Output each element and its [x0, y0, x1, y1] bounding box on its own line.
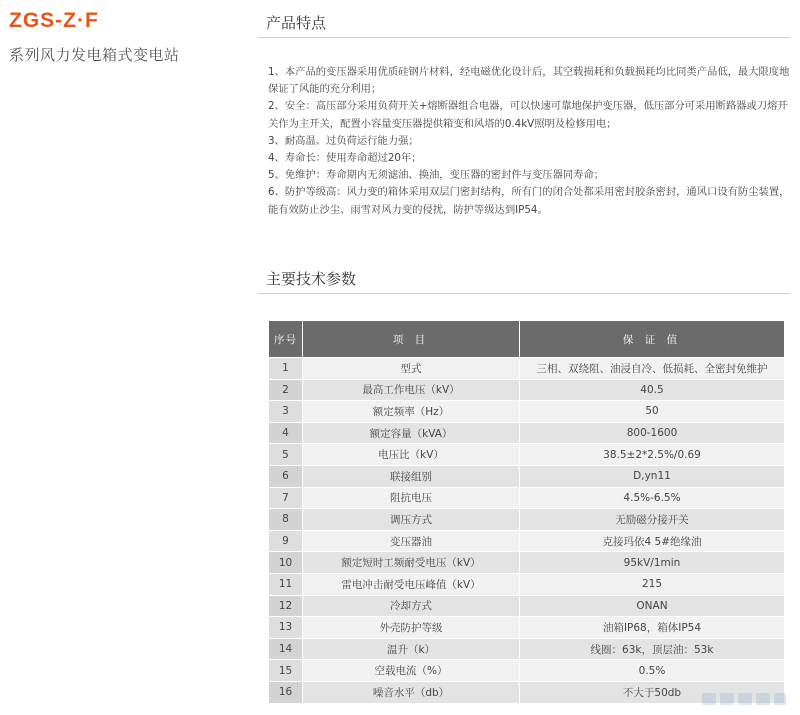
row-seq: 3	[269, 401, 303, 423]
row-seq: 9	[269, 530, 303, 552]
row-item: 电压比（kV）	[303, 444, 520, 466]
table-row	[269, 422, 785, 444]
row-seq: 15	[269, 660, 303, 682]
row-item: 额定短时工频耐受电压（kV）	[303, 552, 520, 574]
table-row	[269, 595, 785, 617]
row-item: 变压器油	[303, 530, 520, 552]
row-value: 215	[520, 573, 785, 595]
feature-item: 6、防护等级高：风力变的箱体采用双层门密封结构，所有门的闭合处都采用密封胶条密封，通风口设有防尘装置，能有效防止沙尘、雨雪对风力变的侵扰，防护等级达到IP54。	[268, 186, 790, 216]
feature-item: 1、本产品的变压器采用优质硅钢片材料，经电磁优化设计后，其空载损耗和负载损耗均比同类产品低，最大限度地保证了风能的充分利用；	[268, 66, 790, 96]
row-value: 40.5	[520, 379, 785, 401]
feature-item: 5、免维护：寿命期内无须滤油、换油，变压器的密封件与变压器同寿命；	[268, 169, 605, 182]
row-value: 38.5±2*2.5%/0.69	[520, 444, 785, 466]
table-row	[269, 638, 785, 660]
row-value: 4.5%-6.5%	[520, 487, 785, 509]
row-value: 线圈：63k，顶层油：53k	[520, 638, 785, 660]
row-value: 克接玛依4 5#绝缘油	[520, 530, 785, 552]
specs-divider	[258, 293, 790, 294]
row-seq: 12	[269, 595, 303, 617]
row-value: D,yn11	[520, 465, 785, 487]
row-item: 冷却方式	[303, 595, 520, 617]
table-header-row	[269, 321, 785, 358]
table-row	[269, 509, 785, 531]
row-value: 油箱IP68，箱体IP54	[520, 617, 785, 639]
row-value: 无励磁分接开关	[520, 509, 785, 531]
table-row	[269, 444, 785, 466]
specs-title: 主要技术参数	[266, 270, 357, 288]
table-row	[269, 660, 785, 682]
row-item: 雷电冲击耐受电压峰值（kV）	[303, 573, 520, 595]
row-value: 50	[520, 401, 785, 423]
row-item: 额定容量（kVA）	[303, 422, 520, 444]
features-list	[268, 64, 790, 219]
row-value: ONAN	[520, 595, 785, 617]
row-value: 不大于50db	[520, 681, 785, 703]
row-seq: 11	[269, 573, 303, 595]
row-seq: 2	[269, 379, 303, 401]
watermark-icon	[700, 689, 788, 709]
row-value: 95kV/1min	[520, 552, 785, 574]
product-code: ZGS-Z·F	[9, 9, 99, 32]
row-item: 联接组别	[303, 465, 520, 487]
row-seq: 6	[269, 465, 303, 487]
row-seq: 1	[269, 358, 303, 380]
table-row	[269, 552, 785, 574]
row-seq: 16	[269, 681, 303, 703]
features-title: 产品特点	[266, 14, 327, 32]
row-value: 0.5%	[520, 660, 785, 682]
row-seq: 7	[269, 487, 303, 509]
row-item: 噪音水平（db）	[303, 681, 520, 703]
table-row	[269, 573, 785, 595]
header-seq: 序号	[269, 321, 303, 358]
row-seq: 5	[269, 444, 303, 466]
left-panel	[0, 0, 250, 715]
row-seq: 10	[269, 552, 303, 574]
table-row	[269, 530, 785, 552]
row-item: 空载电流（%）	[303, 660, 520, 682]
feature-item: 4、寿命长：使用寿命超过20年；	[268, 152, 422, 165]
header-item: 项 目	[303, 321, 520, 358]
table-row	[269, 358, 785, 380]
header-value: 保 证 值	[520, 321, 785, 358]
table-row	[269, 401, 785, 423]
table-row	[269, 379, 785, 401]
table-row	[269, 487, 785, 509]
row-item: 额定频率（Hz）	[303, 401, 520, 423]
table-row	[269, 617, 785, 639]
row-item: 外壳防护等级	[303, 617, 520, 639]
product-subtitle: 系列风力发电箱式变电站	[9, 46, 180, 64]
row-value: 800-1600	[520, 422, 785, 444]
row-seq: 4	[269, 422, 303, 444]
features-divider	[258, 37, 790, 38]
feature-item: 2、安全：高压部分采用负荷开关+熔断器组合电器，可以快速可靠地保护变压器，低压部分可采用断路器或刀熔开关作为主开关，配置小容量变压器提供箱变和风塔的0.4kV照明及检修用电；	[268, 100, 788, 130]
specs-table	[268, 320, 785, 704]
row-item: 调压方式	[303, 509, 520, 531]
row-seq: 14	[269, 638, 303, 660]
row-item: 最高工作电压（kV）	[303, 379, 520, 401]
feature-item: 3、耐高温、过负荷运行能力强；	[268, 134, 419, 147]
row-item: 阻抗电压	[303, 487, 520, 509]
row-seq: 8	[269, 509, 303, 531]
row-item: 型式	[303, 358, 520, 380]
table-row	[269, 465, 785, 487]
row-seq: 13	[269, 617, 303, 639]
row-item: 温升（k）	[303, 638, 520, 660]
row-value: 三相、双绕阻、油浸自冷、低损耗、全密封免维护	[520, 358, 785, 380]
